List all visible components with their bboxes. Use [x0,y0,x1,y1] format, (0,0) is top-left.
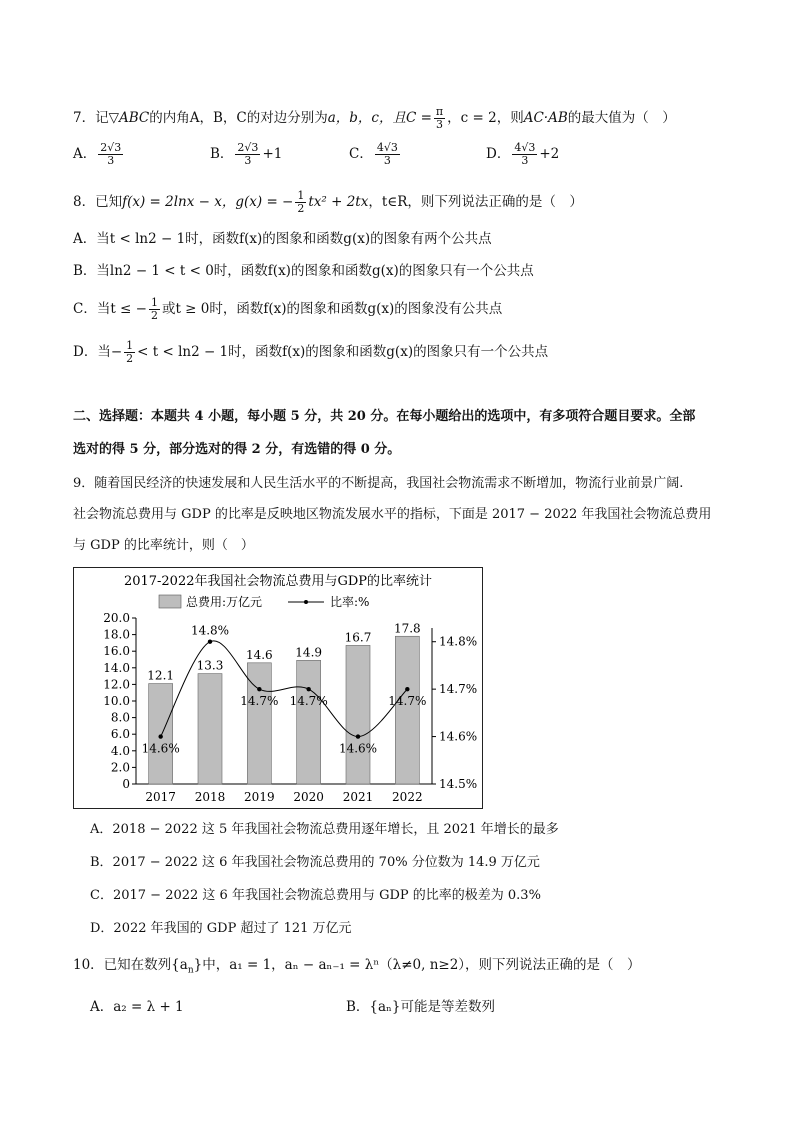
ratio-point [405,687,409,691]
right-tick-label: 14.5% [439,777,478,791]
bar [247,663,271,784]
section2-line1: 二、选择题：本题共 4 小题，每小题 5 分，共 20 分。在每小题给出的选项中，有多项符合题目要求。全部 [73,409,696,424]
bar [346,645,370,784]
q9-option-a[interactable]: A．2018 − 2022 这 5 年我国社会物流总费用逐年增长，且 2021 年增长的最多 [90,822,559,837]
legend-bar-swatch [159,595,181,608]
q7-option-d[interactable]: D． $\frac{4√3}{3}$ +2 [486,141,560,167]
ratio-label: 14.7% [289,694,328,709]
bar [395,636,419,784]
x-tick-label: 2022 [392,790,423,804]
left-tick-label: 20.0 [103,611,130,625]
ratio-label: 14.6% [141,741,180,756]
ratio-label: 14.7% [388,694,427,709]
q9-option-c[interactable]: C．2017 − 2022 这 6 年我国社会物流总费用与 GDP 的比率的极差为 0.3% [90,888,541,903]
left-tick-label: 14.0 [103,660,130,675]
q9-stem-line1: 9．随着国民经济的快速发展和人民生活水平的不断提高，我国社会物流需求不断增加，物流行业前景广阔. [73,476,684,491]
left-tick-label: 2.0 [110,760,130,775]
q9-stem-line3: 与 GDP 的比率统计，则（ ） [73,538,254,553]
bar-value-label: 16.7 [344,630,372,645]
left-tick-label: 18.0 [103,627,130,642]
legend-line-label: 比率:% [330,595,370,609]
bar [149,684,173,784]
ratio-label: 14.8% [190,623,230,638]
bar-value-label: 14.6 [245,647,273,662]
q9-option-d[interactable]: D．2022 年我国的 GDP 超过了 121 万亿元 [90,921,352,936]
ratio-point [306,687,310,691]
bar-value-label: 13.3 [196,658,224,673]
legend-line-marker [304,600,308,604]
bar [297,660,321,784]
q8-option-b[interactable]: B．当ln2 − 1 < t < 0时，函数f(x)的图象和函数g(x)的图象只有一个公共点 [73,263,534,279]
q8-option-c[interactable]: C．当t ≤ − $\frac{1}{2}$ 或t ≥ 0时，函数f(x)的图象和函数g(x)的图象没有公共点 [73,296,503,322]
bar-value-label: 17.8 [393,621,421,636]
legend-bar-label: 总费用:万亿元 [186,595,263,609]
left-tick-label: 4.0 [110,743,130,758]
q7-stem: 7．记▽ABC的内角A，B，C的对边分别为a，b，c，且C = $\frac{\pi}{3}$ ，c = 2，则AC·AB的最大值为（ ） [73,105,676,131]
bar-value-label: 14.9 [295,645,323,660]
left-tick-label: 6.0 [110,727,130,742]
pi-over-3: $\frac{\pi}{3}$ [435,105,444,131]
left-tick-label: 16.0 [103,644,130,659]
q8-option-d[interactable]: D．当− $\frac{1}{2}$ < t < ln2 − 1时，函数f(x)的图象和函数g(x)的图象只有一个公共点 [73,339,549,365]
bar-value-label: 12.1 [147,668,175,683]
q9-stem-line2: 社会物流总费用与 GDP 的比率是反映地区物流发展水平的指标，下面是 2017 − 2022 年我国社会物流总费用 [73,507,712,522]
ratio-label: 14.6% [338,741,378,756]
q9-option-b[interactable]: B．2017 − 2022 这 6 年我国社会物流总费用的 70% 分位数为 14.9 万亿元 [90,855,540,870]
logistics-chart [73,567,483,809]
left-tick-label: 0 [122,777,130,791]
q10-option-a[interactable]: A．a₂ = λ + 1 [90,999,184,1015]
right-tick-label: 14.7% [439,682,478,697]
right-tick-label: 14.8% [439,634,478,649]
q10-option-b[interactable]: B．{aₙ}可能是等差数列 [346,999,495,1015]
x-tick-label: 2018 [194,790,226,804]
right-tick-label: 14.6% [439,729,478,744]
x-tick-label: 2021 [342,790,374,804]
q10-stem: 10．已知在数列$\{a_n\}$中，a₁ = 1，aₙ − aₙ₋₁ = λⁿ（λ≠0, n≥2），则下列说法正确的是（ ） [73,957,641,976]
left-tick-label: 8.0 [110,710,130,725]
ratio-point [208,640,212,644]
chart-svg [74,568,482,808]
left-tick-label: 10.0 [103,694,130,708]
q8-stem: 8．已知f(x) = 2lnx − x，g(x) = − $\frac{1}{2}$ tx² + 2tx，t∈R，则下列说法正确的是（ ） [73,189,583,215]
chart-title: 2017-2022年我国社会物流总费用与GDP的比率统计 [123,574,433,589]
section2-line2: 选对的得 5 分，部分选对的得 2 分，有选错的得 0 分。 [73,442,401,457]
ratio-point [356,734,360,738]
q7-option-c[interactable]: C． $\frac{4√3}{3}$ [349,141,398,167]
x-tick-label: 2020 [293,790,324,804]
ratio-point [257,687,261,691]
ratio-label: 14.7% [240,694,279,709]
q8-option-a[interactable]: A．当t < ln2 − 1时，函数f(x)的图象和函数g(x)的图象有两个公共点 [73,231,492,247]
q7-option-a[interactable]: A． $\frac{2√3}{3}$ [73,141,122,167]
ratio-point [158,734,162,738]
ratio-line [161,641,408,737]
q7-option-b[interactable]: B． $\frac{2√3}{3}$ +1 [210,141,283,167]
left-tick-label: 12.0 [103,677,130,692]
chart-line-series [142,624,427,756]
x-tick-label: 2017 [145,790,176,804]
bar [198,674,222,784]
chart-bars [147,621,420,784]
x-tick-label: 2019 [244,790,275,804]
